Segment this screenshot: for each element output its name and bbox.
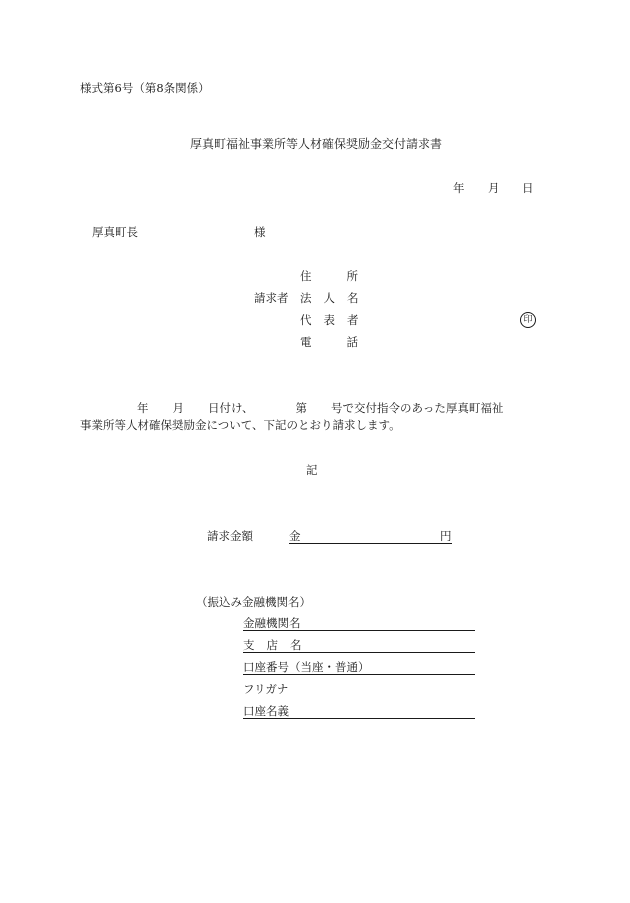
date-day-label: 日 xyxy=(522,181,534,195)
corporation-name-label: 法 人 名 xyxy=(300,291,359,305)
representative-label: 代 表 者 xyxy=(300,313,359,327)
address-label: 住 所 xyxy=(300,269,358,283)
account-holder-label: 口座名義 xyxy=(243,704,289,718)
addressee-honorific: 様 xyxy=(254,225,266,239)
body-line-2: 事業所等人材確保奨励金について、下記のとおり請求します。 xyxy=(80,418,401,432)
document-title: 厚真町福祉事業所等人材確保奨励金交付請求書 xyxy=(190,137,443,151)
account-number-underline xyxy=(243,674,475,675)
addressee-name: 厚真町長 xyxy=(92,225,138,239)
phone-label: 電 話 xyxy=(300,335,358,349)
date-month-label: 月 xyxy=(488,181,500,195)
bank-name-underline xyxy=(243,630,475,631)
account-holder-underline xyxy=(243,718,475,719)
ki-heading: 記 xyxy=(306,463,318,477)
bank-name-label: 金融機関名 xyxy=(243,616,301,630)
branch-name-underline xyxy=(243,652,475,653)
branch-name-label: 支 店 名 xyxy=(243,638,302,652)
claimant-label: 請求者 xyxy=(254,291,289,305)
furigana-label: フリガナ xyxy=(243,682,289,696)
body-line-1: 年 月 日付け、 第 号で交付指令のあった厚真町福祉 xyxy=(137,401,504,415)
amount-unit: 円 xyxy=(440,529,452,543)
date-year-label: 年 xyxy=(453,181,465,195)
account-number-label: 口座番号（当座・普通） xyxy=(243,660,370,674)
amount-prefix: 金 xyxy=(289,529,301,543)
amount-label: 請求金額 xyxy=(207,529,253,543)
bank-heading: （振込み金融機関名） xyxy=(196,595,311,609)
form-number: 様式第6号（第8条関係） xyxy=(80,81,210,95)
amount-underline xyxy=(289,543,452,544)
seal-mark: 印 xyxy=(520,312,536,328)
